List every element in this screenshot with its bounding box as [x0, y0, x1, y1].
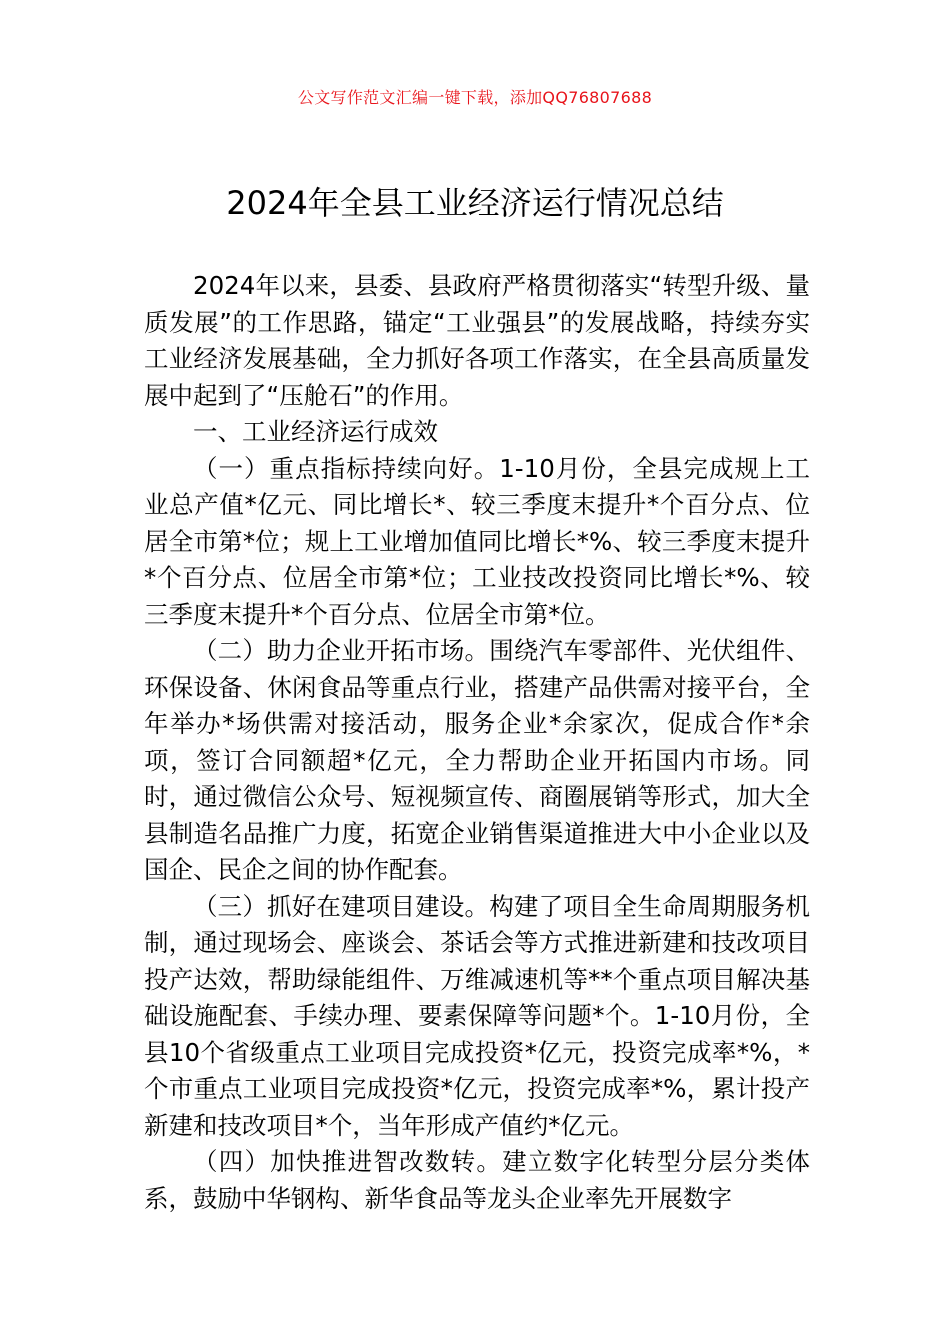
document-title: 2024年全县工业经济运行情况总结: [226, 184, 724, 222]
section-heading-1: 一、工业经济运行成效: [193, 417, 438, 446]
download-promo-note: 公文写作范文汇编一键下载，添加QQ76807688: [297, 88, 653, 107]
intro-paragraph: 2024年以来，县委、县政府严格贯彻落实“转型升级、量质发展”的工作思路，锚定“工业强县”的发展战略，持续夯实工业经济发展基础，全力抓好各项工作落实，在全县高质量发展中起到了“压舱石”的作用。: [144, 271, 810, 410]
paragraph-market-expansion: （二）助力企业开拓市场。围绕汽车零部件、光伏组件、环保设备、休闲食品等重点行业，搭建产品供需对接平台，全年举办*场供需对接活动，服务企业*余家次，促成合作*余项，签订合同额超*亿元，全力帮助企业开拓国内市场。同时，通过微信公众号、短视频宣传、商圈展销等形式，加大全县制造名品推广力度，拓宽企业销售渠道推进大中小企业以及国企、民企之间的协作配套。: [144, 636, 810, 884]
paragraph-key-indicators: （一）重点指标持续向好。1-10月份，全县完成规上工业总产值*亿元、同比增长*、较三季度末提升*个百分点、位居全市第*位；规上工业增加值同比增长*%、较三季度末提升*个百分点、位居全市第*位；工业技改投资同比增长*%、较三季度末提升*个百分点、位居全市第*位。: [144, 453, 810, 629]
document-body: [144, 268, 810, 1217]
paragraph-project-construction: （三）抓好在建项目建设。构建了项目全生命周期服务机制，通过现场会、座谈会、茶话会等方式推进新建和技改项目投产达效，帮助绿能组件、万维减速机等**个重点项目解决基础设施配套、手续办理、要素保障等问题*个。1-10月份，全县10个省级重点工业项目完成投资*亿元，投资完成率*%，*个市重点工业项目完成投资*亿元，投资完成率*%，累计投产新建和技改项目*个，当年形成产值约*亿元。: [144, 891, 810, 1140]
paragraph-digital-transformation: （四）加快推进智改数转。建立数字化转型分层分类体系，鼓励中华钢构、新华食品等龙头企业率先开展数字: [144, 1147, 810, 1213]
